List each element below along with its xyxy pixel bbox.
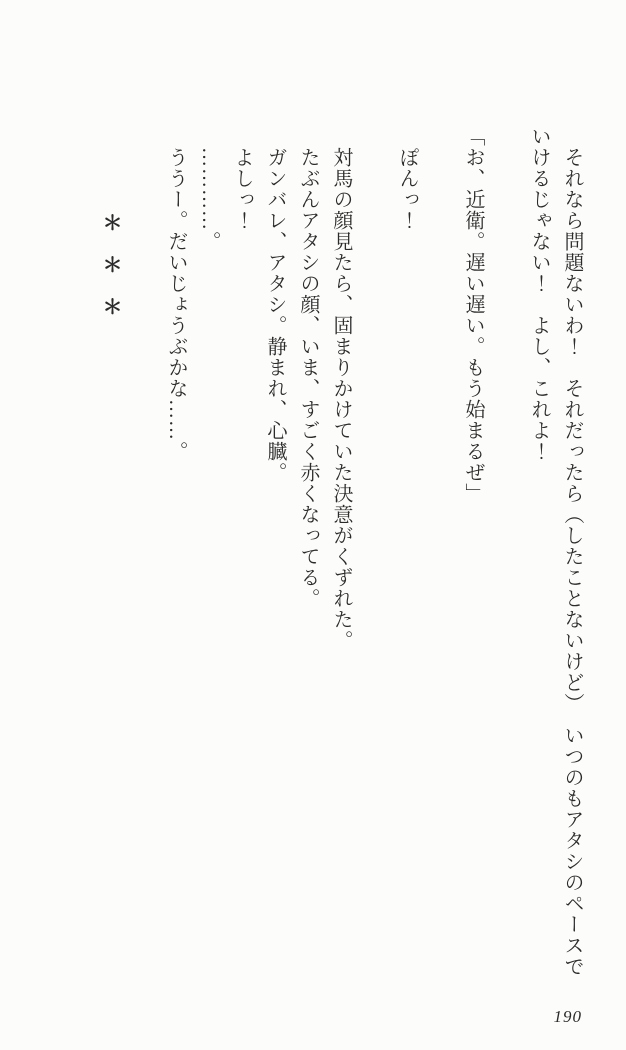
text-line-2: いけるじゃない！ よし、これよ！	[528, 126, 550, 462]
text-line-5: 対馬の顔見たら、固まりかけていた決意がくずれた。	[330, 126, 352, 651]
text-line-7: ガンバレ、アタシ。静まれ、心臓。	[264, 126, 286, 483]
page-number: 190	[553, 1007, 582, 1026]
section-divider: ＊＊＊	[99, 212, 121, 338]
text-line-8: よしっ！	[231, 126, 253, 231]
text-line-4: ぽんっ！	[396, 126, 418, 231]
text-line-10: ううー。だいじょうぶかな……。	[165, 126, 187, 462]
text-line-6: たぶんアタシの顔、いま、すごく赤くなってる。	[297, 126, 319, 609]
vertical-text-block	[93, 126, 588, 1006]
text-line-1: それなら問題ないわ！ それだったら（したことないけど） いつのもアタシのペースで	[561, 126, 583, 977]
text-line-3: 「お、近衛。遅い遅い。もう始まるぜ」	[462, 126, 484, 504]
text-line-9: …………。	[198, 126, 220, 252]
